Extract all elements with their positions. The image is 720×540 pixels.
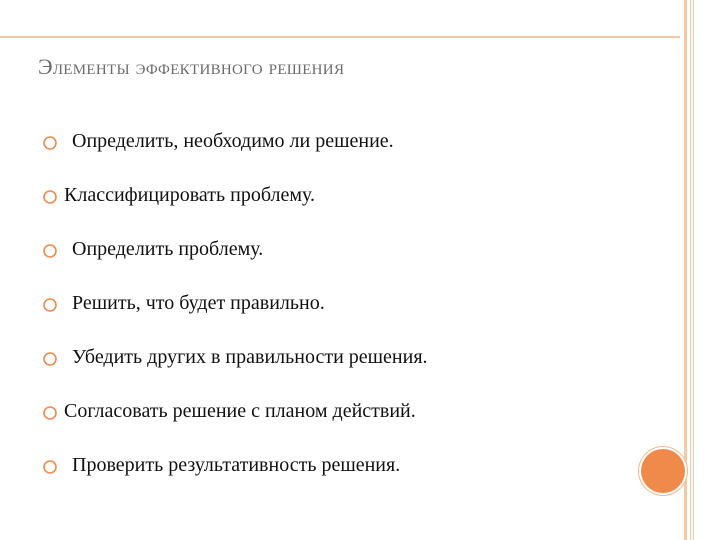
circle-bullet-icon xyxy=(42,243,58,259)
bullet-text: Убедить других в правильности решения. xyxy=(72,346,428,368)
bullet-text: Определить, необходимо ли решение. xyxy=(72,130,394,152)
circle-bullet-icon xyxy=(42,189,58,205)
circle-bullet-icon xyxy=(42,459,58,475)
side-border xyxy=(690,0,691,540)
bullet-text: Классифицировать проблему. xyxy=(64,184,316,206)
list-item xyxy=(0,236,680,266)
circle-bullet-icon xyxy=(42,135,58,151)
list-item xyxy=(0,182,680,212)
slide-title: Элементы эффективного решения xyxy=(38,54,345,79)
circle-bullet-icon xyxy=(42,351,58,367)
list-item xyxy=(0,452,680,482)
circle-bullet-icon xyxy=(42,405,58,421)
circle-bullet-icon xyxy=(42,297,58,313)
side-border xyxy=(693,0,694,540)
bullet-text: Проверить результативность решения. xyxy=(72,454,401,476)
list-item xyxy=(0,344,680,374)
bullet-text: Решить, что будет правильно. xyxy=(72,292,325,314)
list-item xyxy=(0,128,680,158)
bullet-text: Определить проблему. xyxy=(72,238,264,260)
list-item xyxy=(0,290,680,320)
decorative-circle xyxy=(641,449,685,493)
side-border xyxy=(684,0,687,540)
bullet-text: Согласовать решение с планом действий. xyxy=(64,400,416,422)
list-item xyxy=(0,398,680,428)
